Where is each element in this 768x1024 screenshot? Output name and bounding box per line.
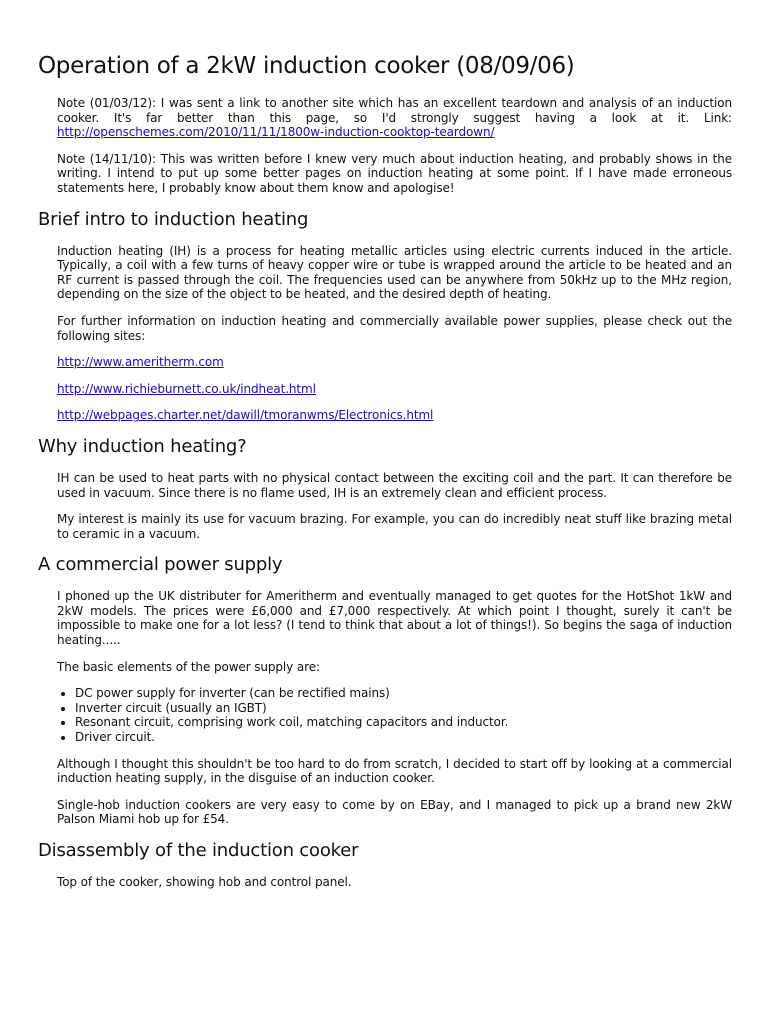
- intro-paragraph-2: For further information on induction heating and commercially available power supplies, please check out the following sites:: [57, 313, 732, 343]
- list-item: • Resonant circuit, comprising work coil, matching capacitors and inductor.: [75, 715, 732, 730]
- disassembly-section: [38, 875, 732, 890]
- commercial-paragraph-2: The basic elements of the power supply are:: [57, 659, 320, 674]
- intro-heading: Brief intro to induction heating: [38, 208, 309, 230]
- why-heading: Why induction heating?: [38, 435, 247, 457]
- link-line: [57, 355, 732, 370]
- note-2-label: Note (14/11/10):: [57, 151, 156, 166]
- note-1-label: Note (01/03/12):: [57, 96, 156, 110]
- note-2: [57, 152, 732, 196]
- notes-block: [38, 96, 732, 196]
- openschemes-link[interactable]: http://openschemes.com/2010/11/11/1800w-induction-cooktop-teardown/: [57, 125, 495, 140]
- intro-section: [38, 244, 732, 423]
- commercial-paragraph-3: Although I thought this shouldn't be too hard to do from scratch, I decided to start off by looking at a commercial induction heating supply, in the disguise of an induction cooker.: [57, 756, 732, 786]
- list-item: • Inverter circuit (usually an IGBT): [75, 701, 732, 716]
- disassembly-heading: Disassembly of the induction cooker: [38, 840, 359, 861]
- link-line: [57, 408, 732, 423]
- why-section: [38, 471, 732, 541]
- commercial-paragraph-1: I phoned up the UK distributer for Ameritherm and eventually managed to get quotes for the HotShot 1kW and 2kW models. The prices were £6,000 and £7,000 respectively. At which point I thought, surely it can't be impossible to make one for a lot less? (I tend to think that about a lot of things!). So begins the saga of induction heating.....: [57, 589, 732, 648]
- intro-paragraph-1: Induction heating (IH) is a process for heating metallic articles using electric currents induced in the article. Typically, a coil with a few turns of heavy copper wire or tube is wrapped around the article to be heated and an RF current is passed through the coil. The frequencies used can be anywhere from 50kHz up to the MHz region, depending on the size of the object to be heated, and the desired depth of heating.: [57, 243, 732, 302]
- link-line: [57, 382, 732, 397]
- commercial-heading: A commercial power supply: [38, 554, 283, 576]
- disassembly-paragraph-1: Top of the cooker, showing hob and control panel.: [57, 875, 352, 889]
- why-paragraph-2: My interest is mainly its use for vacuum brazing. For example, you can do incredibly neat stuff like brazing metal to ceramic in a vacuum.: [57, 512, 732, 541]
- note-1: [57, 96, 732, 140]
- note-2-text: This was written before I knew very much about induction heating, and probably shows in the writing. I intend to put up some better pages on induction heating at some point. If I have made erroneous statements here, I probably know about them know and apologise!: [57, 151, 732, 195]
- article: [38, 50, 732, 902]
- commercial-paragraph-4: Single-hob induction cookers are very easy to come by on EBay, and I managed to pick up a brand new 2kW Palson Miami hob up for £54.: [57, 797, 732, 827]
- page-title: Operation of a 2kW induction cooker (08/09/06): [38, 53, 575, 79]
- note-1-text: I was sent a link to another site which has an excellent teardown and analysis of an induction cooker. It's far better than this page, so I'd strongly suggest having a look at it. Link:: [57, 96, 732, 125]
- richieburnett-link[interactable]: http://www.richieburnett.co.uk/indheat.html: [57, 381, 316, 396]
- list-item: • DC power supply for inverter (can be rectified mains): [75, 686, 732, 701]
- list-item: • Driver circuit.: [75, 730, 732, 745]
- charter-electronics-link[interactable]: http://webpages.charter.net/dawill/tmoranwms/Electronics.html: [57, 408, 434, 423]
- power-supply-elements-list: [57, 686, 732, 744]
- ameritherm-link[interactable]: http://www.ameritherm.com: [57, 355, 224, 370]
- commercial-section: [38, 589, 732, 827]
- why-paragraph-1: IH can be used to heat parts with no physical contact between the exciting coil and the part. It can therefore be used in vacuum. Since there is no flame used, IH is an extremely clean and efficient process.: [57, 470, 732, 500]
